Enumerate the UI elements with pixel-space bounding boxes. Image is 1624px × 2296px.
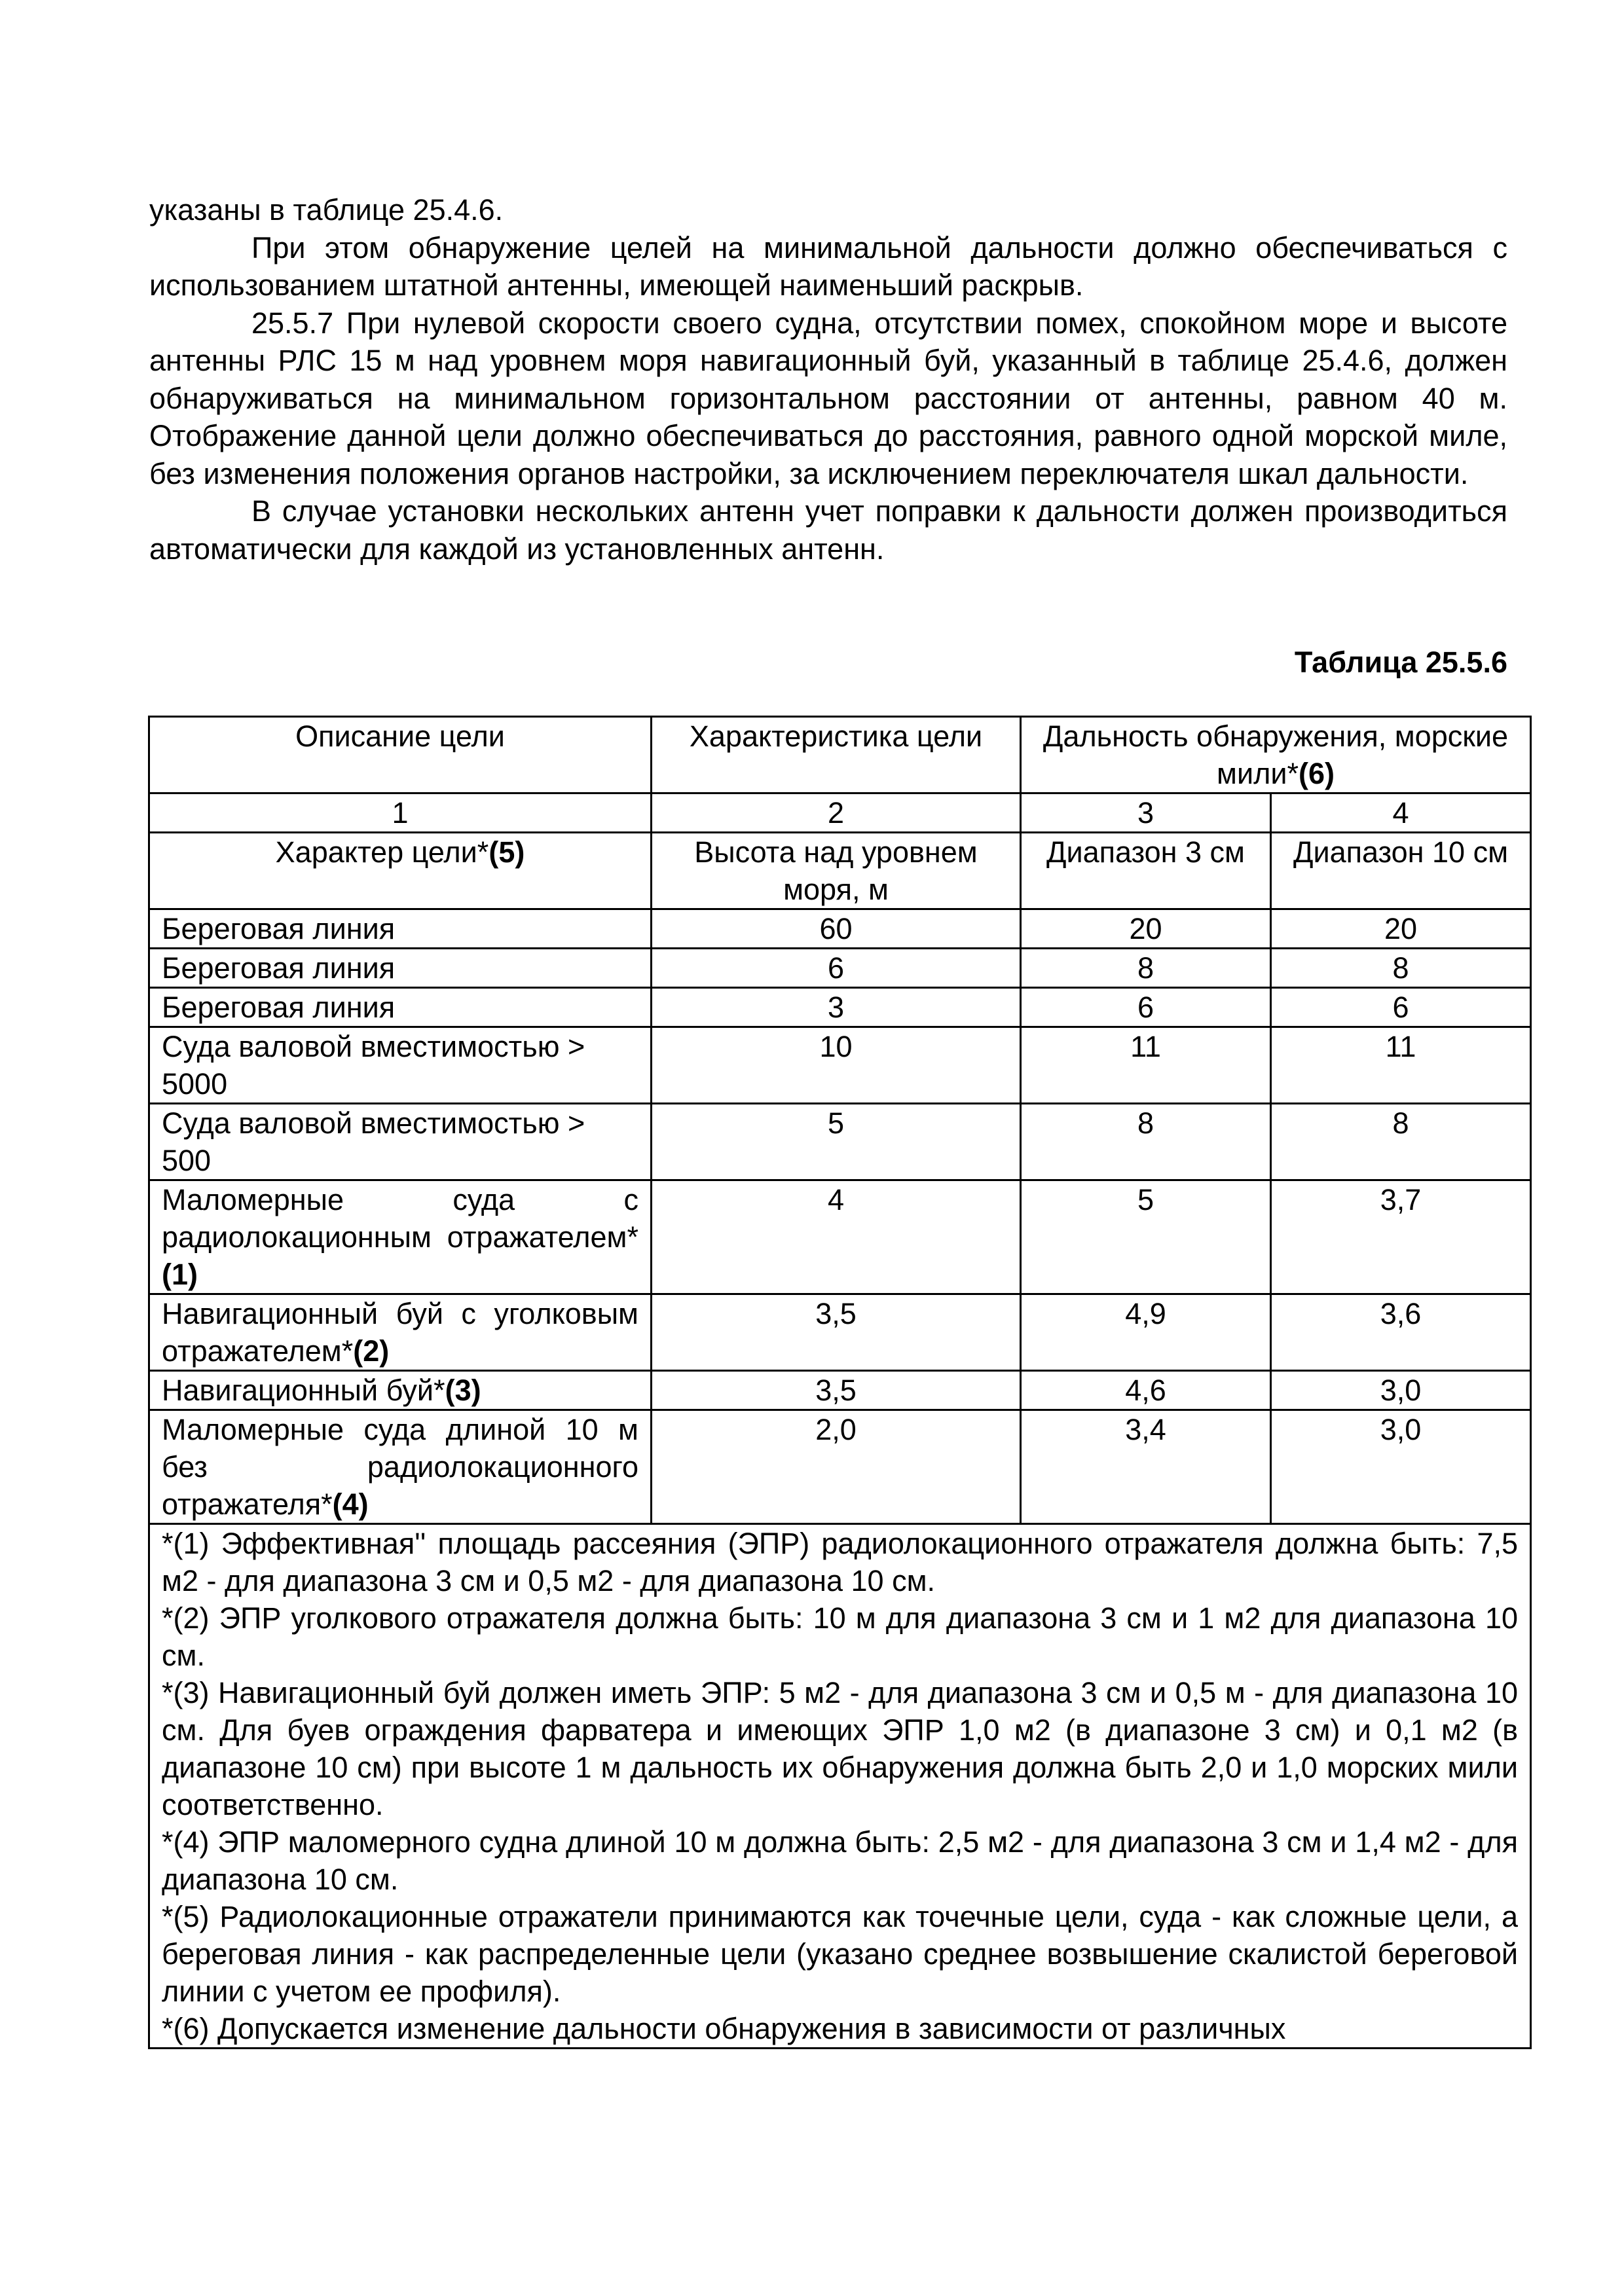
table-row — [149, 1180, 1531, 1294]
row-description: Береговая линия — [149, 909, 652, 949]
table-subheader-row — [149, 833, 1531, 909]
column-number: 2 — [652, 793, 1021, 833]
column-number: 3 — [1021, 793, 1271, 833]
row-range-3cm: 4,6 — [1021, 1371, 1271, 1410]
table-row — [149, 949, 1531, 988]
row-range-3cm: 8 — [1021, 949, 1271, 988]
row-range-3cm: 4,9 — [1021, 1294, 1271, 1371]
table-row — [149, 1027, 1531, 1104]
row-height: 6 — [652, 949, 1021, 988]
row-range-10cm: 11 — [1271, 1027, 1531, 1104]
row-height: 60 — [652, 909, 1021, 949]
header-target-characteristic: Характеристика цели — [652, 717, 1021, 793]
intro-paragraph-3: В случае установки нескольких антенн учет поправки к дальности должен производиться автоматически для каждой из установленных антенн. — [149, 494, 1507, 566]
row-range-10cm: 3,0 — [1271, 1410, 1531, 1524]
footnote: *(6) Допускается изменение дальности обнаружения в зависимости от различных — [162, 2012, 1286, 2045]
footnote: *(2) ЭПР уголкового отражателя должна быть: 10 м для диапазона 3 см и 1 м2 для диапазона 10 см. — [162, 1601, 1519, 1672]
table-footnotes — [149, 1524, 1531, 2049]
column-number: 1 — [149, 793, 652, 833]
table-caption: Таблица 25.5.6 — [1294, 646, 1507, 679]
row-description: Суда валовой вместимостью > 500 — [149, 1104, 652, 1180]
table-header-row — [149, 717, 1531, 793]
row-description: Береговая линия — [149, 988, 652, 1027]
subheader-band-3cm: Диапазон 3 см — [1021, 833, 1271, 909]
row-height: 2,0 — [652, 1410, 1021, 1524]
table-notes-row — [149, 1524, 1531, 2049]
row-height: 10 — [652, 1027, 1021, 1104]
row-range-10cm: 20 — [1271, 909, 1531, 949]
row-description: Береговая линия — [149, 949, 652, 988]
row-height: 3,5 — [652, 1371, 1021, 1410]
footnote: *(1) Эффективная'' площадь рассеяния (ЭПР) радиолокационного отражателя должна быть: 7,5 м2 - для диапазона 3 см и 0,5 м2 - для диапазона 10 см. — [162, 1527, 1519, 1597]
row-range-10cm: 6 — [1271, 988, 1531, 1027]
row-height: 5 — [652, 1104, 1021, 1180]
subheader-height: Высота над уровнем моря, м — [652, 833, 1021, 909]
row-range-3cm: 3,4 — [1021, 1410, 1271, 1524]
table-number-row — [149, 793, 1531, 833]
row-height: 4 — [652, 1180, 1021, 1294]
footnote: *(3) Навигационный буй должен иметь ЭПР: 5 м2 - для диапазона 3 см и 0,5 м - для диапазона 10 см. Для буев ограждения фарватера и имеющих ЭПР 1,0 м2 (в диапазоне 3 см) и 0,1 м2 (в диапазоне 10 см) при высоте 1 м дальность их обнаружения должна быть 2,0 и 1,0 морских мили соответственно. — [162, 1676, 1519, 1821]
table-row — [149, 909, 1531, 949]
table-row — [149, 988, 1531, 1027]
row-height: 3,5 — [652, 1294, 1021, 1371]
row-range-3cm: 6 — [1021, 988, 1271, 1027]
row-range-3cm: 5 — [1021, 1180, 1271, 1294]
intro-paragraph-2: 25.5.7 При нулевой скорости своего судна, отсутствии помех, спокойном море и высоте антенны РЛС 15 м над уровнем моря навигационный буй, указанный в таблице 25.4.6, должен обнаруживаться на минимальном горизонтальном расстоянии от антенны, равном 40 м. Отображение данной цели должно обеспечиваться до расстояния, равного одной морской миле, без изменения положения органов настройки, за исключением переключателя шкал дальности. — [149, 306, 1507, 490]
row-range-10cm: 3,7 — [1271, 1180, 1531, 1294]
table-row — [149, 1410, 1531, 1524]
row-description: Навигационный буй с уголковым отражателем*(2) — [149, 1294, 652, 1371]
row-height: 3 — [652, 988, 1021, 1027]
intro-line: указаны в таблице 25.4.6. — [149, 193, 504, 227]
header-detection-range: Дальность обнаружения, морские мили*(6) — [1021, 717, 1531, 793]
subheader-target-type: Характер цели*(5) — [149, 833, 652, 909]
table-row — [149, 1371, 1531, 1410]
detection-range-table — [148, 716, 1532, 2049]
row-range-10cm: 8 — [1271, 949, 1531, 988]
row-range-10cm: 3,0 — [1271, 1371, 1531, 1410]
row-description: Навигационный буй*(3) — [149, 1371, 652, 1410]
table-row — [149, 1294, 1531, 1371]
footnote: *(4) ЭПР маломерного судна длиной 10 м должна быть: 2,5 м2 - для диапазона 3 см и 1,4 м2 - для диапазона 10 см. — [162, 1825, 1519, 1896]
header-target-description: Описание цели — [149, 717, 652, 793]
row-description: Маломерные суда с радиолокационным отражателем*(1) — [149, 1180, 652, 1294]
row-description: Маломерные суда длиной 10 м без радиолокационного отражателя*(4) — [149, 1410, 652, 1524]
row-description: Суда валовой вместимостью > 5000 — [149, 1027, 652, 1104]
row-range-3cm: 8 — [1021, 1104, 1271, 1180]
row-range-10cm: 8 — [1271, 1104, 1531, 1180]
row-range-3cm: 11 — [1021, 1027, 1271, 1104]
intro-paragraph-1: При этом обнаружение целей на минимальной дальности должно обеспечиваться с использованием штатной антенны, имеющей наименьший раскрыв. — [149, 230, 1507, 302]
footnote: *(5) Радиолокационные отражатели принимаются как точечные цели, суда - как сложные цели, а береговая линия - как распределенные цели (указано среднее возвышение скалистой береговой линии с учетом ее профиля). — [162, 1900, 1519, 2008]
subheader-band-10cm: Диапазон 10 см — [1271, 833, 1531, 909]
column-number: 4 — [1271, 793, 1531, 833]
table-row — [149, 1104, 1531, 1180]
row-range-3cm: 20 — [1021, 909, 1271, 949]
row-range-10cm: 3,6 — [1271, 1294, 1531, 1371]
intro-text — [149, 191, 1507, 568]
